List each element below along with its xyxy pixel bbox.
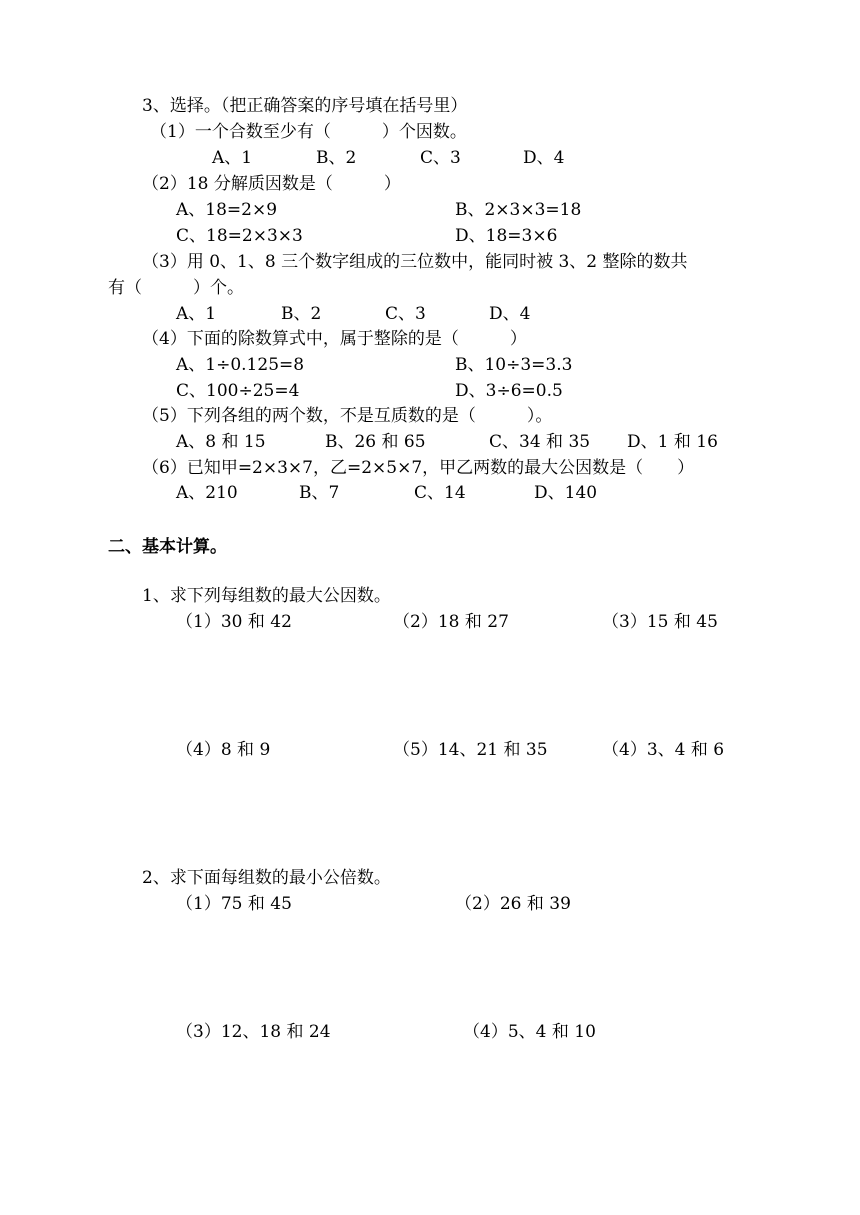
gcd-item: （2）18 和 27 (393, 612, 509, 632)
q6-option-a: A、210 (176, 483, 238, 503)
gcd-title: 1、求下列每组数的最大公因数。 (142, 586, 391, 606)
q1-option-b: B、2 (316, 148, 357, 168)
q3-option-b: B、2 (281, 304, 322, 324)
q3-option-d: D、4 (489, 304, 531, 324)
q4-option-c: C、100÷25=4 (176, 381, 300, 401)
q1-option-d: D、4 (523, 148, 565, 168)
q5-option-b: B、26 和 65 (325, 432, 426, 452)
q1-stem: （1）一个合数至少有（ ）个因数。 (150, 122, 467, 142)
gcd-item: （4）8 和 9 (176, 740, 271, 760)
q5-option-d: D、1 和 16 (627, 432, 718, 452)
q4-option-b: B、10÷3=3.3 (455, 355, 573, 375)
q6-option-c: C、14 (414, 483, 466, 503)
q1-option-c: C、3 (420, 148, 461, 168)
q1-option-a: A、1 (212, 148, 253, 168)
lcm-item: （1）75 和 45 (176, 894, 292, 914)
q2-option-c: C、18=2×3×3 (176, 226, 303, 246)
section3-title: 3、选择。（把正确答案的序号填在括号里） (142, 96, 468, 116)
q4-option-a: A、1÷0.125=8 (176, 355, 305, 375)
gcd-item: （1）30 和 42 (176, 612, 292, 632)
q6-option-d: D、140 (534, 483, 598, 503)
part2-heading: 二、基本计算。 (108, 537, 227, 557)
q3-option-c: C、3 (385, 304, 426, 324)
q4-stem: （4）下面的除数算式中，属于整除的是（ ） (142, 329, 527, 349)
q4-option-d: D、3÷6=0.5 (455, 381, 563, 401)
q2-option-a: A、18=2×9 (176, 200, 278, 220)
q6-stem: （6）已知甲=2×3×7，乙=2×5×7，甲乙两数的最大公因数是（ ） (142, 458, 695, 478)
lcm-item: （3）12、18 和 24 (176, 1022, 331, 1042)
q5-stem: （5）下列各组的两个数，不是互质数的是（ ）。 (142, 406, 553, 426)
q3-option-a: A、1 (176, 304, 217, 324)
q3-stem-line2: 有（ ）个。 (108, 278, 244, 298)
gcd-item: （3）15 和 45 (602, 612, 718, 632)
lcm-title: 2、求下面每组数的最小公倍数。 (142, 868, 391, 888)
q3-stem-line1: （3）用 0、1、8 三个数字组成的三位数中，能同时被 3、2 整除的数共 (142, 252, 688, 272)
lcm-item: （2）26 和 39 (455, 894, 571, 914)
q2-stem: （2）18 分解质因数是（ ） (142, 174, 401, 194)
q2-option-d: D、18=3×6 (455, 226, 558, 246)
q5-option-c: C、34 和 35 (489, 432, 591, 452)
q2-option-b: B、2×3×3=18 (455, 200, 582, 220)
gcd-item: （4）3、4 和 6 (602, 740, 725, 760)
gcd-item: （5）14、21 和 35 (393, 740, 548, 760)
q5-option-a: A、8 和 15 (176, 432, 266, 452)
q6-option-b: B、7 (299, 483, 340, 503)
lcm-item: （4）5、4 和 10 (463, 1022, 596, 1042)
